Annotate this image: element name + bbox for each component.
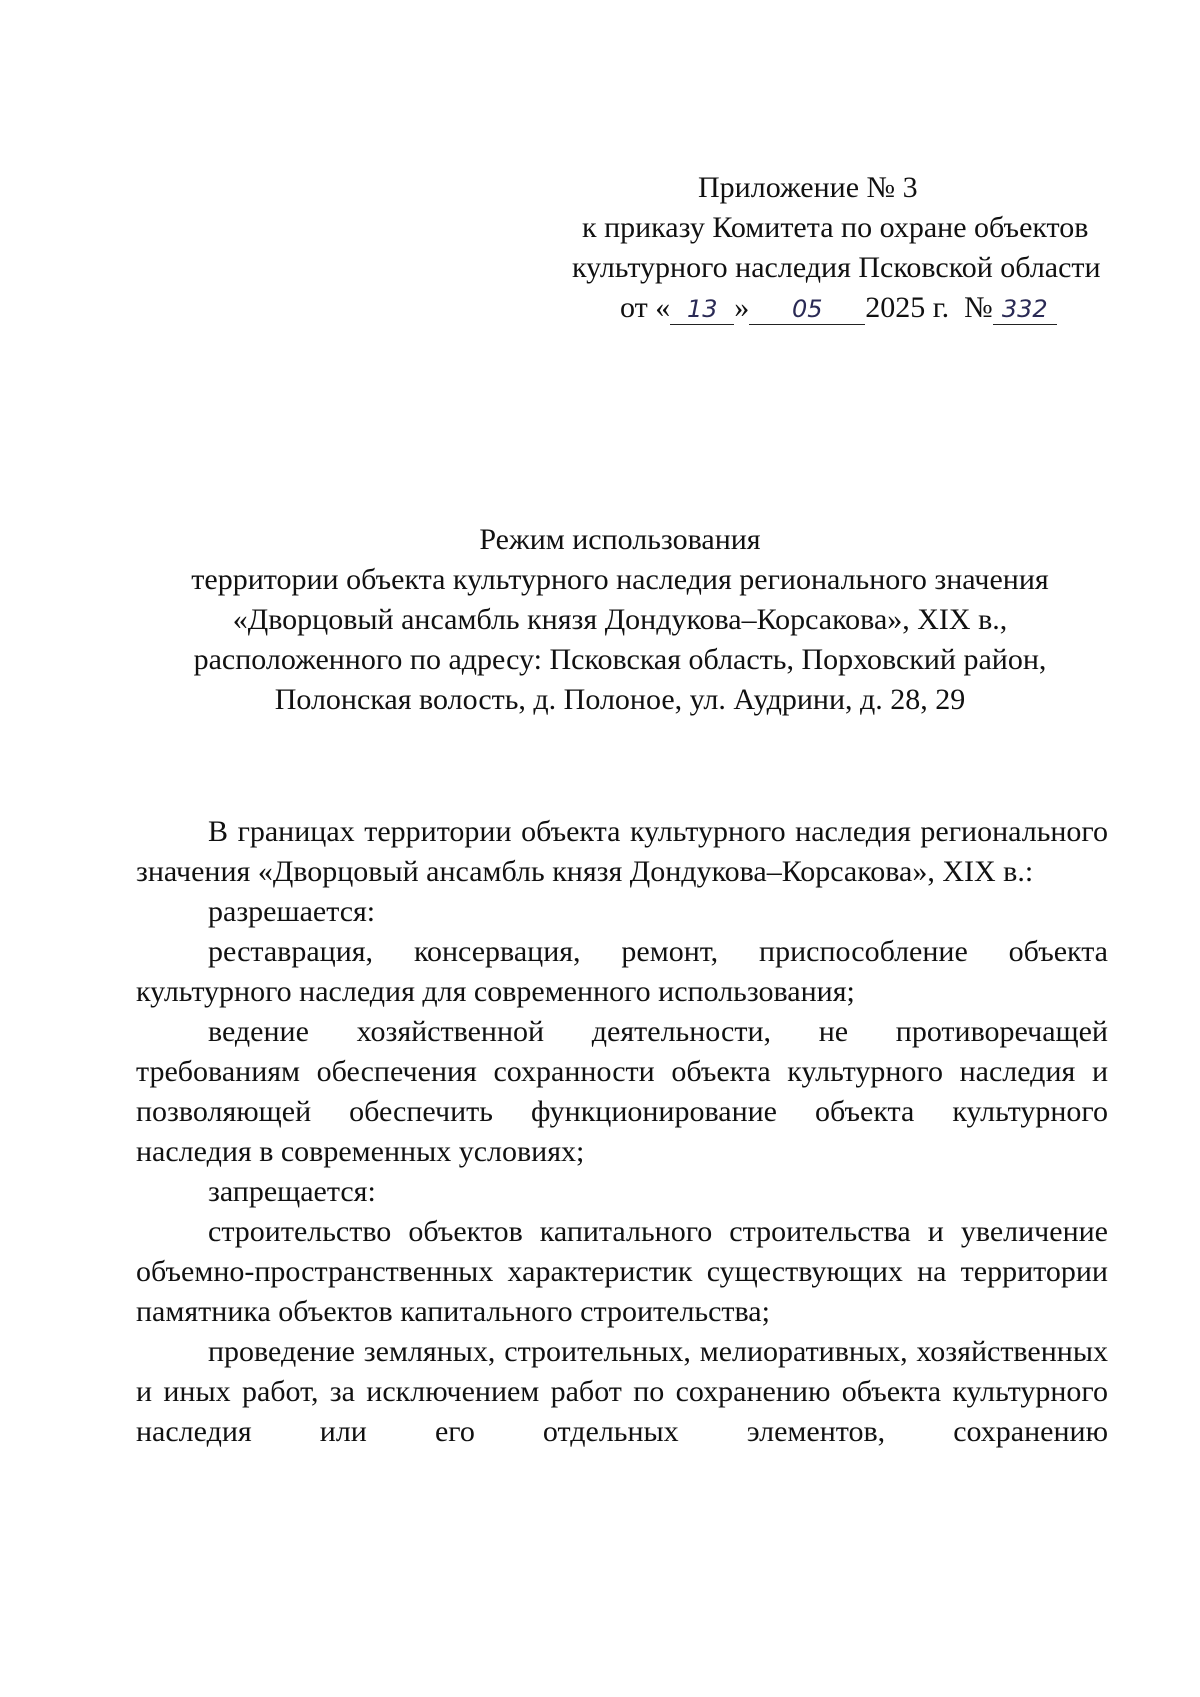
title-line-5: Полонская волость, д. Полоное, ул. Аудрини, д. 28, 29 <box>274 683 966 716</box>
forbidden-item-1: строительство объектов капитального строительства и увеличение объемно-пространственных характеристик существующих на территории памятника объектов капитального строительства; <box>136 1215 1108 1328</box>
appendix-committee: культурного наследия Псковской области <box>572 251 1101 284</box>
appendix-order-reference: к приказу Комитета по охране объектов <box>582 211 1089 244</box>
intro-paragraph: В границах территории объекта культурного наследия регионального значения «Дворцовый ансамбль князя Дондукова–Корсакова», XIX в.: <box>136 815 1108 888</box>
appendix-header <box>540 168 1140 328</box>
handwritten-month: 05 <box>791 295 823 323</box>
handwritten-number: 332 <box>1001 295 1048 323</box>
appendix-date-line <box>540 288 1140 328</box>
title-line-3: «Дворцовый ансамбль князя Дондукова–Корсакова», XIX в., <box>232 603 1008 636</box>
title-line-1: Режим использования <box>479 523 761 556</box>
document-title <box>140 520 1100 720</box>
year-text: 2025 г. <box>865 291 950 324</box>
month-blank <box>749 293 865 325</box>
day-blank <box>670 293 734 325</box>
allowed-heading: разрешается: <box>208 895 376 928</box>
title-line-4: расположенного по адресу: Псковская область, Порховский район, <box>193 643 1047 676</box>
document-body <box>136 812 1108 1452</box>
allowed-item-1: реставрация, консервация, ремонт, приспособление объекта культурного наследия для современного использования; <box>136 935 1108 1008</box>
allowed-item-2: ведение хозяйственной деятельности, не противоречащей требованиям обеспечения сохранности объекта культурного наследия и позволяющей обеспечить функционирование объекта культурного наследия в современных условиях; <box>136 1015 1108 1168</box>
title-line-2: территории объекта культурного наследия регионального значения <box>191 563 1049 596</box>
appendix-title: Приложение № 3 <box>698 171 918 204</box>
forbidden-item-2: проведение земляных, строительных, мелиоративных, хозяйственных и иных работ, за исключением работ по сохранению объекта культурного наследия или его отдельных элементов, сохранению <box>136 1335 1108 1448</box>
date-prefix: от « <box>620 291 671 324</box>
date-mid: » <box>734 291 750 324</box>
number-label: № <box>964 291 993 324</box>
handwritten-day: 13 <box>686 295 718 323</box>
number-blank <box>993 293 1057 325</box>
forbidden-heading: запрещается: <box>208 1175 376 1208</box>
